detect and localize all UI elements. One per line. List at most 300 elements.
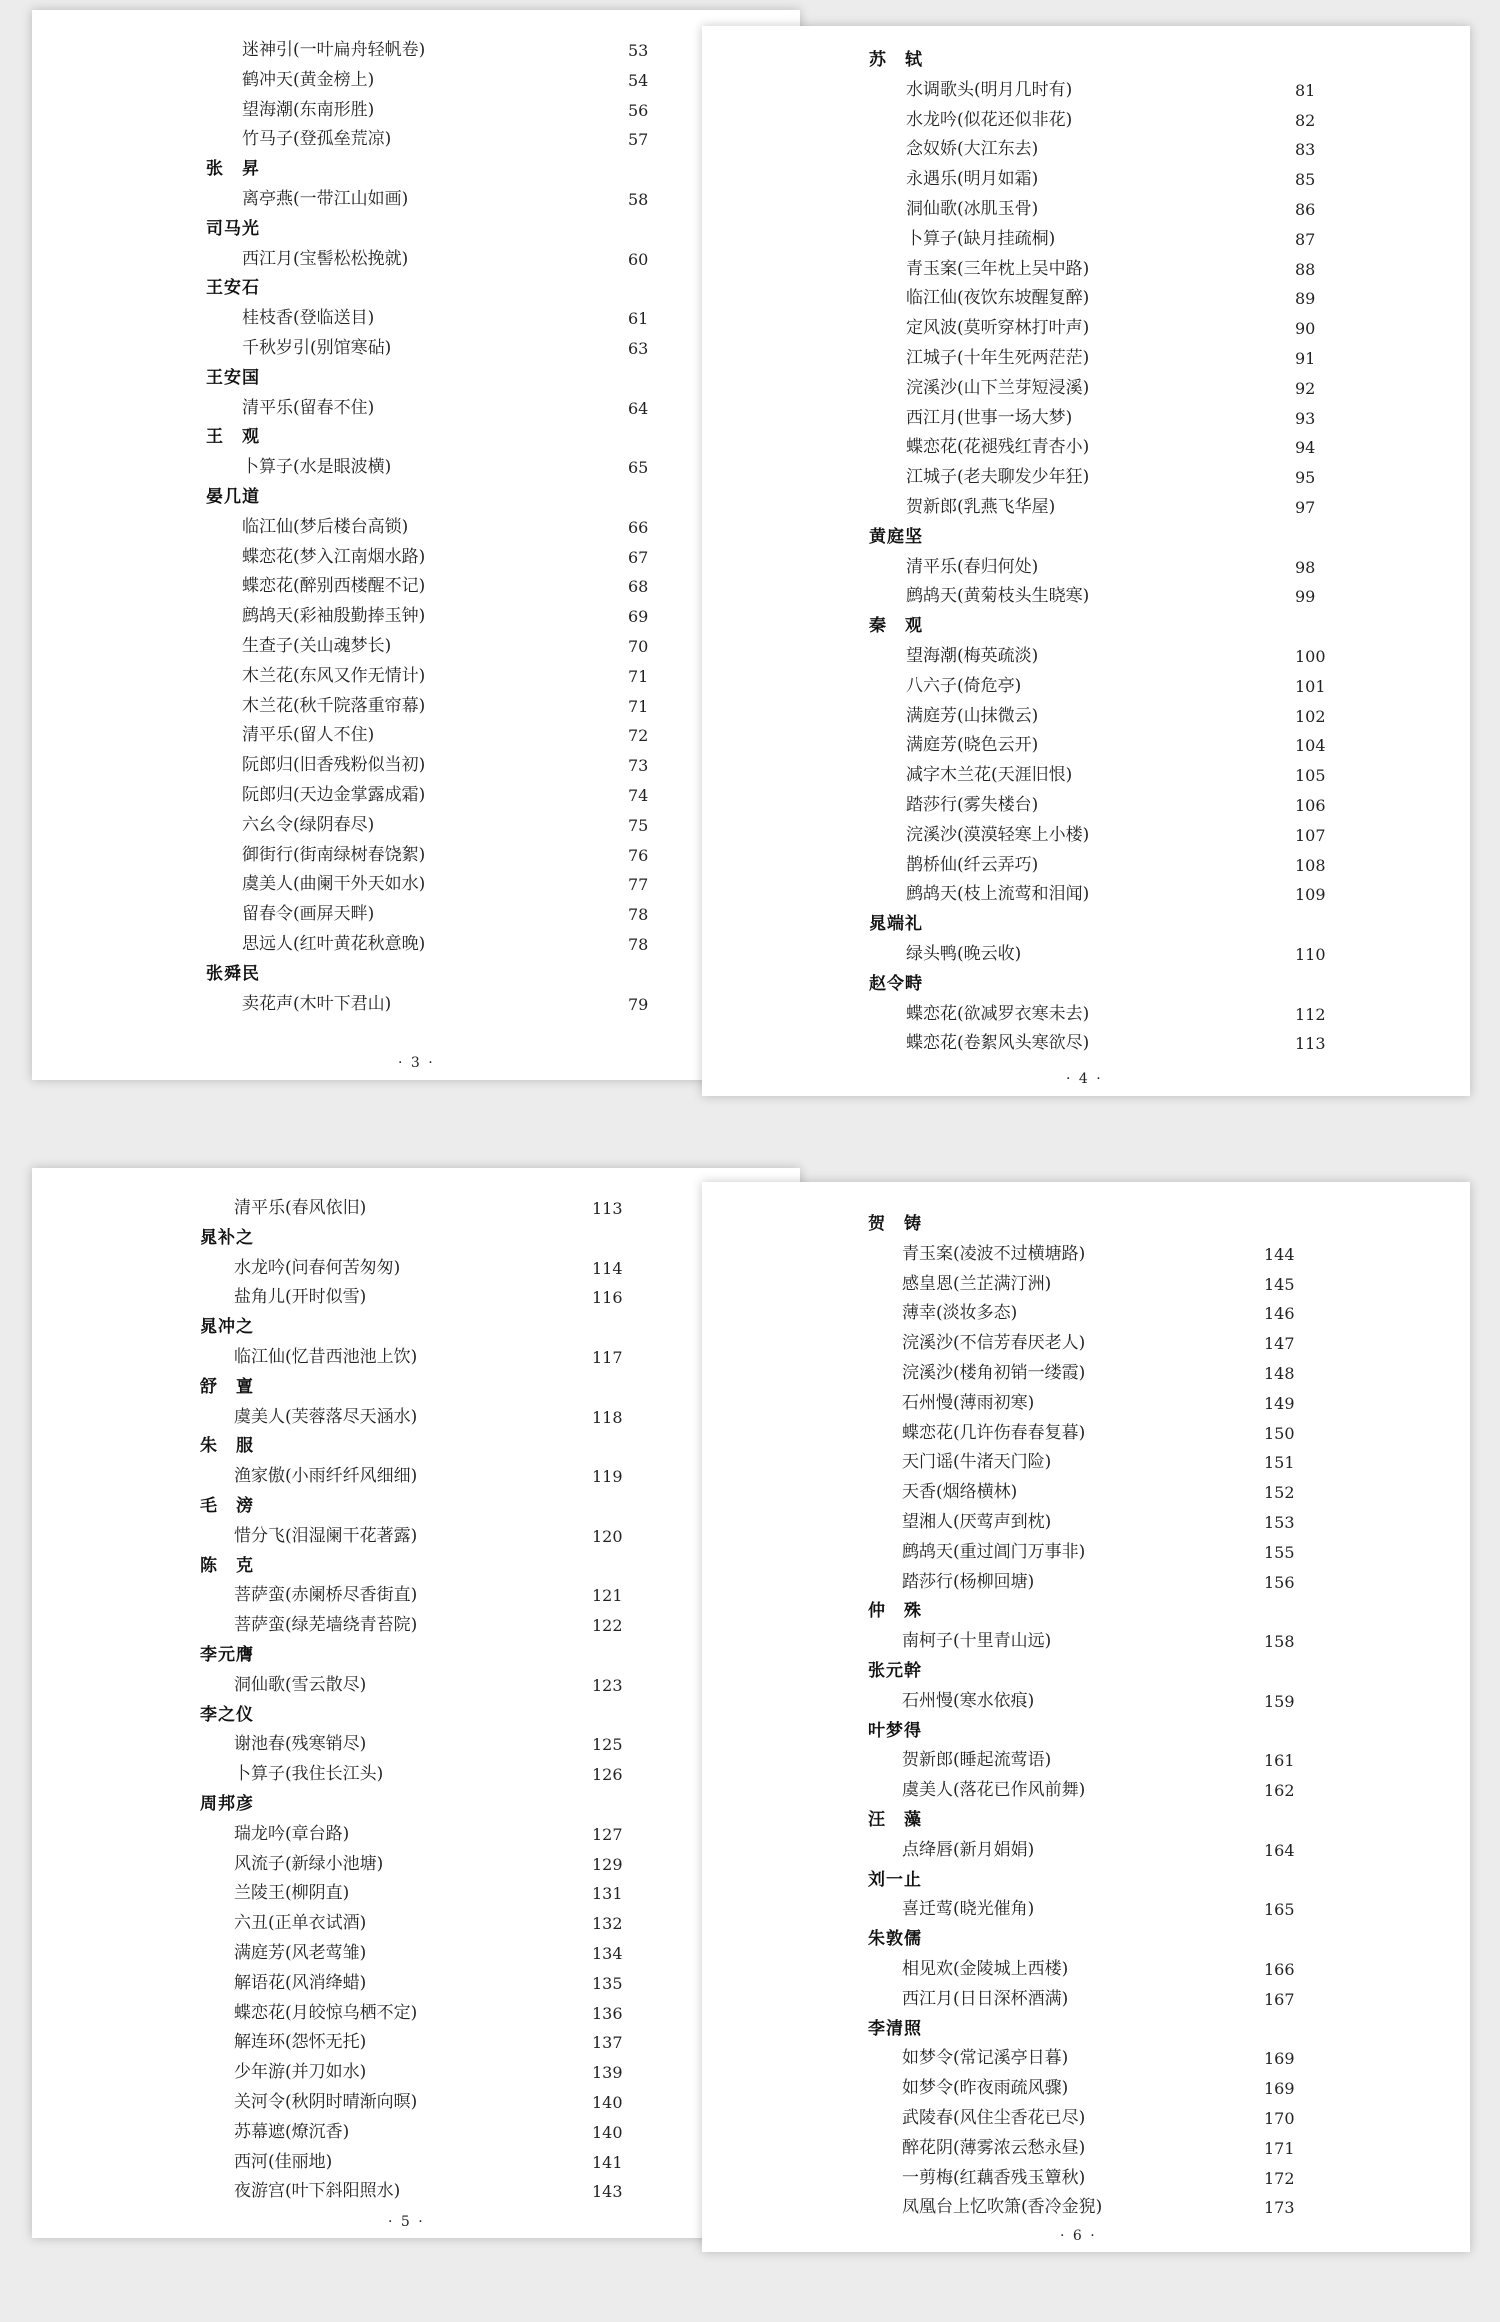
author-name: 赵令畤 (869, 973, 923, 994)
toc-author-row (32, 960, 800, 990)
poem-title: 鹤冲天(黄金榜上) (242, 69, 375, 90)
poem-title: 踏莎行(杨柳回塘) (902, 1571, 1035, 1592)
page-number: 101 (1295, 676, 1326, 696)
page-number: 143 (592, 2182, 623, 2202)
page-number: 164 (1264, 1840, 1295, 1860)
poem-title: 贺新郎(乳燕飞华屋) (906, 496, 1056, 517)
toc-entry-row (32, 572, 800, 602)
page-number: 172 (1264, 2168, 1295, 2188)
poem-title: 临江仙(梦后楼台高锁) (242, 516, 409, 537)
poem-title: 鹧鸪天(彩袖殷勤捧玉钟) (242, 606, 426, 627)
toc-entry-row (32, 1283, 800, 1313)
poem-title: 石州慢(寒水依痕) (902, 1690, 1035, 1711)
toc-entry-row (32, 513, 800, 543)
toc-entry-row (32, 930, 800, 960)
page-number: 63 (628, 338, 649, 358)
toc-entry-row (32, 1611, 800, 1641)
toc-entry-row (702, 1985, 1470, 2015)
page-number: 81 (1295, 80, 1316, 100)
toc-entry-row (702, 135, 1470, 165)
poem-title: 御街行(街南绿树春饶絮) (242, 844, 426, 865)
toc-entry-row (32, 1909, 800, 1939)
toc-entry-row (32, 1850, 800, 1880)
page-number: 147 (1264, 1334, 1295, 1354)
page-number: 161 (1264, 1751, 1295, 1771)
poem-title: 水龙吟(问春何苦匆匆) (234, 1257, 401, 1278)
toc-entry-row (702, 642, 1470, 672)
toc-entry-row (702, 880, 1470, 910)
poem-title: 如梦令(昨夜雨疏风骤) (902, 2078, 1069, 2099)
toc-entry-row (32, 1730, 800, 1760)
toc-entry-row (32, 2088, 800, 2118)
toc-entry-row (702, 374, 1470, 404)
toc-entry-row (702, 1029, 1470, 1059)
author-name: 贺 铸 (868, 1214, 922, 1234)
toc-entry-row (702, 1240, 1470, 1270)
page-number: 107 (1295, 825, 1326, 845)
author-name: 晁冲之 (200, 1317, 254, 1338)
toc-entry-row (702, 1299, 1470, 1329)
poem-title: 念奴娇(大江东去) (906, 139, 1039, 160)
page-number: 94 (1295, 438, 1316, 458)
toc-entry-row (32, 1462, 800, 1492)
toc-entry-row (702, 284, 1470, 314)
poem-title: 清平乐(春归何处) (906, 556, 1039, 577)
author-name: 李清照 (868, 2018, 922, 2039)
toc-author-row (702, 1210, 1470, 1240)
page-number: 127 (592, 1824, 623, 1844)
poem-title: 蝶恋花(月皎惊乌栖不定) (234, 2002, 418, 2023)
page-number: 53 (628, 41, 649, 60)
poem-title: 卜算子(我住长江头) (234, 1764, 384, 1785)
toc-entry-row (32, 1254, 800, 1284)
author-name: 毛 滂 (200, 1495, 254, 1516)
poem-title: 卖花声(木叶下君山) (242, 993, 392, 1014)
toc-page-6 (702, 1182, 1470, 2252)
poem-title: 少年游(并刀如水) (234, 2062, 367, 2083)
poem-title: 青玉案(三年枕上吴中路) (906, 258, 1090, 279)
author-name: 黄庭坚 (869, 526, 923, 547)
toc-page-4 (702, 26, 1470, 1096)
poem-title: 蝶恋花(卷絮风头寒欲尽) (906, 1033, 1090, 1054)
toc-entry-row (702, 76, 1470, 106)
toc-entry-row (32, 1879, 800, 1909)
poem-title: 菩萨蛮(绿芜墙绕青苔院) (234, 1615, 418, 1636)
poem-title: 石州慢(薄雨初寒) (902, 1392, 1035, 1413)
toc-author-row (702, 1806, 1470, 1836)
poem-title: 惜分飞(泪湿阑干花著露) (234, 1525, 418, 1546)
page-number: 149 (1264, 1393, 1295, 1413)
toc-entry-row (702, 255, 1470, 285)
poem-title: 浣溪沙(楼角初销一缕霞) (902, 1362, 1086, 1383)
page-number: 87 (1295, 229, 1316, 249)
page-number: 98 (1295, 557, 1316, 577)
poem-title: 望海潮(东南形胜) (242, 99, 375, 120)
author-name: 叶梦得 (868, 1720, 922, 1741)
toc-author-row (32, 274, 800, 304)
poem-title: 离亭燕(一带江山如画) (242, 188, 409, 209)
page-number: 75 (628, 815, 649, 835)
toc-entry-row (702, 1508, 1470, 1538)
toc-author-row (32, 364, 800, 394)
poem-title: 薄幸(淡妆多态) (902, 1303, 1018, 1324)
page-number: 121 (592, 1586, 623, 1606)
toc-entry-row (32, 334, 800, 364)
poem-title: 留春令(画屏天畔) (242, 904, 375, 925)
poem-title: 南柯子(十里青山远) (902, 1631, 1052, 1652)
toc-entry-row (702, 1687, 1470, 1717)
toc-author-row (32, 1701, 800, 1731)
poem-title: 如梦令(常记溪亭日暮) (902, 2048, 1069, 2069)
toc-author-row (702, 910, 1470, 940)
page-number: 105 (1295, 766, 1326, 786)
page-number: 67 (628, 547, 649, 567)
page-number: 141 (592, 2152, 623, 2172)
toc-entry-row (702, 2193, 1470, 2223)
page-number: 89 (1295, 289, 1316, 309)
page-number: 70 (628, 636, 649, 656)
page-number: 152 (1264, 1483, 1295, 1503)
toc-entry-row (32, 602, 800, 632)
page-number: 118 (592, 1407, 623, 1427)
toc-entry-row (702, 1419, 1470, 1449)
author-name: 舒 亶 (200, 1376, 254, 1397)
poem-title: 洞仙歌(雪云散尽) (234, 1674, 367, 1695)
toc-entry-row (702, 1776, 1470, 1806)
toc-entry-row (702, 1270, 1470, 1300)
page-number: 144 (1264, 1244, 1295, 1264)
toc-author-row (702, 1925, 1470, 1955)
page-number: 79 (628, 994, 649, 1014)
page-number-footer: · 5 · (388, 2214, 425, 2230)
toc-author-row (32, 155, 800, 185)
toc-entry-row (32, 394, 800, 424)
page-number: 68 (628, 577, 649, 597)
page-number: 54 (628, 70, 649, 90)
toc-author-row (702, 1717, 1470, 1747)
toc-entry-row (32, 692, 800, 722)
toc-entry-row (32, 662, 800, 692)
toc-author-row (702, 1597, 1470, 1627)
page-number: 91 (1295, 348, 1316, 368)
page-number: 166 (1264, 1959, 1295, 1979)
page-number: 88 (1295, 259, 1316, 279)
toc-entry-row (32, 96, 800, 126)
toc-entry-row (32, 781, 800, 811)
page-number: 112 (1295, 1004, 1326, 1024)
toc-entry-row (702, 2134, 1470, 2164)
toc-entry-row (32, 1760, 800, 1790)
page-number: 61 (628, 309, 649, 329)
poem-title: 感皇恩(兰芷满汀洲) (902, 1273, 1052, 1294)
toc-entry-row (702, 2044, 1470, 2074)
poem-title: 天香(烟络横林) (902, 1482, 1018, 1503)
page-number: 150 (1264, 1423, 1295, 1443)
poem-title: 临江仙(忆昔西池池上饮) (234, 1346, 418, 1367)
poem-title: 竹马子(登孤垒荒凉) (242, 129, 392, 150)
toc-author-row (702, 970, 1470, 1000)
poem-title: 满庭芳(山抹微云) (906, 705, 1039, 726)
poem-title: 夜游宫(叶下斜阳照水) (234, 2181, 401, 2202)
toc-entry-row (702, 1478, 1470, 1508)
poem-title: 相见欢(金陵城上西楼) (902, 1958, 1069, 1979)
poem-title: 天门谣(牛渚天门险) (902, 1452, 1052, 1473)
page-number: 136 (592, 2003, 623, 2023)
poem-title: 鹧鸪天(枝上流莺和泪闻) (906, 884, 1090, 905)
author-name: 晁端礼 (869, 914, 923, 935)
poem-title: 醉花阴(薄雾浓云愁永昼) (902, 2137, 1086, 2158)
page-number: 173 (1264, 2198, 1295, 2218)
toc-entry-row (702, 493, 1470, 523)
poem-title: 凤凰台上忆吹箫(香冷金猊) (902, 2197, 1103, 2218)
toc-entry-row (702, 761, 1470, 791)
author-name: 王安石 (206, 278, 260, 299)
page-number: 122 (592, 1616, 623, 1636)
page-number-footer: · 6 · (1060, 2228, 1097, 2244)
toc-author-row (32, 1790, 800, 1820)
author-name: 李之仪 (200, 1704, 254, 1725)
toc-list (702, 46, 1470, 1059)
page-number: 123 (592, 1675, 623, 1695)
poem-title: 生查子(关山魂梦长) (242, 635, 392, 656)
toc-entry-row (702, 1538, 1470, 1568)
poem-title: 谢池春(残寒销尽) (234, 1734, 367, 1755)
toc-entry-row (702, 1000, 1470, 1030)
poem-title: 清平乐(春风依旧) (234, 1198, 367, 1218)
page-number: 153 (1264, 1512, 1295, 1532)
toc-author-row (32, 1373, 800, 1403)
page-number: 151 (1264, 1453, 1295, 1473)
page-number: 66 (628, 517, 649, 537)
page-number: 140 (592, 2122, 623, 2142)
page-number-footer: · 4 · (1066, 1071, 1103, 1087)
poem-title: 鹧鸪天(黄菊枝头生晓寒) (906, 586, 1090, 607)
toc-entry-row (702, 106, 1470, 136)
author-name: 周邦彦 (200, 1793, 254, 1814)
page-number-footer: · 3 · (398, 1055, 435, 1071)
page-number: 146 (1264, 1304, 1295, 1324)
page-number: 159 (1264, 1691, 1295, 1711)
page-number: 170 (1264, 2108, 1295, 2128)
poem-title: 西江月(日日深杯酒满) (902, 1988, 1069, 2009)
toc-entry-row (32, 453, 800, 483)
page-number: 83 (1295, 140, 1316, 160)
poem-title: 浣溪沙(漠漠轻寒上小楼) (906, 824, 1090, 845)
poem-title: 千秋岁引(别馆寒砧) (242, 337, 392, 358)
toc-entry-row (702, 2104, 1470, 2134)
poem-title: 桂枝香(登临送目) (242, 308, 375, 329)
poem-title: 关河令(秋阴时晴渐向暝) (234, 2091, 418, 2112)
poem-title: 木兰花(秋千院落重帘幕) (242, 695, 426, 716)
toc-author-row (32, 1552, 800, 1582)
poem-title: 喜迁莺(晓光催角) (902, 1899, 1035, 1920)
toc-author-row (702, 523, 1470, 553)
author-name: 晏几道 (206, 486, 260, 507)
toc-page-5 (32, 1168, 800, 2238)
page-number: 109 (1295, 885, 1326, 905)
page-number: 86 (1295, 199, 1316, 219)
page-number: 78 (628, 905, 649, 925)
poem-title: 虞美人(落花已作风前舞) (902, 1780, 1086, 1801)
page-number: 72 (628, 726, 649, 746)
poem-title: 风流子(新绿小池塘) (234, 1853, 384, 1874)
toc-entry-row (702, 553, 1470, 583)
toc-entry-row (702, 1836, 1470, 1866)
toc-entry-row (32, 1581, 800, 1611)
toc-entry-row (702, 791, 1470, 821)
poem-title: 水龙吟(似花还似非花) (906, 109, 1073, 130)
page-number: 57 (628, 130, 649, 150)
author-name: 陈 克 (200, 1555, 254, 1576)
page-number: 93 (1295, 408, 1316, 428)
poem-title: 武陵春(风住尘香花已尽) (902, 2107, 1086, 2128)
toc-entry-row (32, 1999, 800, 2029)
page-number: 71 (628, 696, 649, 716)
page-number: 85 (1295, 170, 1316, 190)
poem-title: 虞美人(曲阑干外天如水) (242, 874, 426, 895)
poem-title: 六丑(正单衣试酒) (234, 1913, 367, 1934)
toc-entry-row (702, 314, 1470, 344)
poem-title: 渔家傲(小雨纤纤风细细) (234, 1466, 418, 1487)
toc-entry-row (32, 2028, 800, 2058)
poem-title: 蝶恋花(几许伤春春复暮) (902, 1422, 1086, 1443)
page-number: 117 (592, 1347, 623, 1367)
author-name: 张元幹 (868, 1660, 922, 1681)
toc-entry-row (32, 721, 800, 751)
poem-title: 阮郎归(旧香残粉似当初) (242, 755, 426, 776)
toc-entry-row (702, 1568, 1470, 1598)
author-name: 王安国 (206, 367, 260, 388)
author-name: 张 昇 (206, 159, 260, 180)
poem-title: 永遇乐(明月如霜) (906, 169, 1039, 190)
page-number: 99 (1295, 587, 1316, 607)
poem-title: 卜算子(缺月挂疏桐) (906, 228, 1056, 249)
toc-entry-row (32, 1343, 800, 1373)
page-number: 97 (1295, 497, 1316, 517)
author-name: 李元膺 (200, 1644, 254, 1665)
toc-entry-row (702, 1895, 1470, 1925)
toc-page-3 (32, 10, 800, 1080)
page-number: 139 (592, 2063, 623, 2083)
toc-author-row (702, 46, 1470, 76)
toc-entry-row (32, 1403, 800, 1433)
page-number: 126 (592, 1765, 623, 1785)
poem-title: 虞美人(芙蓉落尽天涵水) (234, 1406, 418, 1427)
poem-title: 满庭芳(晓色云开) (906, 735, 1039, 756)
poem-title: 瑞龙吟(章台路) (234, 1823, 350, 1844)
toc-entry-row (702, 344, 1470, 374)
poem-title: 蝶恋花(欲减罗衣寒未去) (906, 1003, 1090, 1024)
poem-title: 绿头鸭(晚云收) (906, 943, 1022, 964)
poem-title: 苏幕遮(燎沉香) (234, 2121, 350, 2142)
page-number: 106 (1295, 795, 1326, 815)
page-number: 113 (1295, 1034, 1326, 1054)
author-name: 朱 服 (200, 1436, 254, 1457)
poem-title: 洞仙歌(冰肌玉骨) (906, 198, 1039, 219)
page-number: 162 (1264, 1781, 1295, 1801)
toc-entry-row (32, 304, 800, 334)
poem-title: 解连环(怨怀无托) (234, 2032, 367, 2053)
page-number: 56 (628, 100, 649, 120)
toc-entry-row (702, 582, 1470, 612)
page-number: 140 (592, 2092, 623, 2112)
page-number: 69 (628, 607, 649, 627)
toc-author-row (32, 1432, 800, 1462)
author-name: 苏 轼 (869, 50, 923, 70)
poem-title: 西江月(宝髻松松挽就) (242, 248, 409, 269)
author-name: 晁补之 (200, 1227, 254, 1248)
toc-entry-row (32, 751, 800, 781)
toc-entry-row (32, 900, 800, 930)
author-name: 刘一止 (868, 1869, 922, 1890)
toc-entry-row (702, 195, 1470, 225)
poem-title: 清平乐(留人不住) (242, 725, 375, 746)
poem-title: 卜算子(水是眼波横) (242, 457, 392, 478)
poem-title: 六幺令(绿阴春尽) (242, 814, 375, 835)
page-number: 132 (592, 1914, 623, 1934)
toc-entry-row (32, 1969, 800, 1999)
toc-author-row (702, 2015, 1470, 2045)
page-number: 64 (628, 398, 649, 418)
page-number: 110 (1295, 944, 1326, 964)
page-number: 137 (592, 2033, 623, 2053)
poem-title: 点绛唇(新月娟娟) (902, 1839, 1035, 1860)
page-number: 131 (592, 1884, 623, 1904)
page-number: 129 (592, 1854, 623, 1874)
toc-entry-row (32, 1194, 800, 1224)
poem-title: 盐角儿(开时似雪) (234, 1287, 367, 1308)
toc-list (32, 1194, 800, 2207)
page-number: 74 (628, 785, 649, 805)
poem-title: 定风波(莫听穿林打叶声) (906, 318, 1090, 339)
poem-title: 阮郎归(天边金掌露成霜) (242, 784, 426, 805)
page-number: 171 (1264, 2138, 1295, 2158)
page-number: 114 (592, 1258, 623, 1278)
toc-author-row (702, 1866, 1470, 1896)
page-number: 113 (592, 1199, 623, 1218)
toc-entry-row (32, 125, 800, 155)
toc-entry-row (702, 1627, 1470, 1657)
toc-entry-row (702, 1955, 1470, 1985)
toc-entry-row (32, 1820, 800, 1850)
toc-entry-row (32, 36, 800, 66)
poem-title: 江城子(老夫聊发少年狂) (906, 467, 1090, 488)
toc-entry-row (32, 543, 800, 573)
page-number: 58 (628, 189, 649, 209)
toc-entry-row (702, 2074, 1470, 2104)
page-number: 65 (628, 458, 649, 478)
page-number: 76 (628, 845, 649, 865)
toc-author-row (32, 1313, 800, 1343)
page-number: 102 (1295, 706, 1326, 726)
poem-title: 临江仙(夜饮东坡醒复醉) (906, 288, 1090, 309)
toc-author-row (32, 215, 800, 245)
toc-entry-row (702, 851, 1470, 881)
page-number: 156 (1264, 1572, 1295, 1592)
poem-title: 踏莎行(雾失楼台) (906, 794, 1039, 815)
toc-entry-row (702, 672, 1470, 702)
toc-entry-row (32, 1522, 800, 1552)
poem-title: 兰陵王(柳阴直) (234, 1883, 350, 1904)
poem-title: 西江月(世事一场大梦) (906, 407, 1073, 428)
author-name: 秦 观 (869, 616, 923, 637)
page-number: 108 (1295, 855, 1326, 875)
poem-title: 蝶恋花(醉别西楼醒不记) (242, 576, 426, 597)
poem-title: 望海潮(梅英疏淡) (906, 645, 1039, 666)
toc-author-row (32, 1492, 800, 1522)
toc-author-row (32, 483, 800, 513)
page-number: 78 (628, 934, 649, 954)
